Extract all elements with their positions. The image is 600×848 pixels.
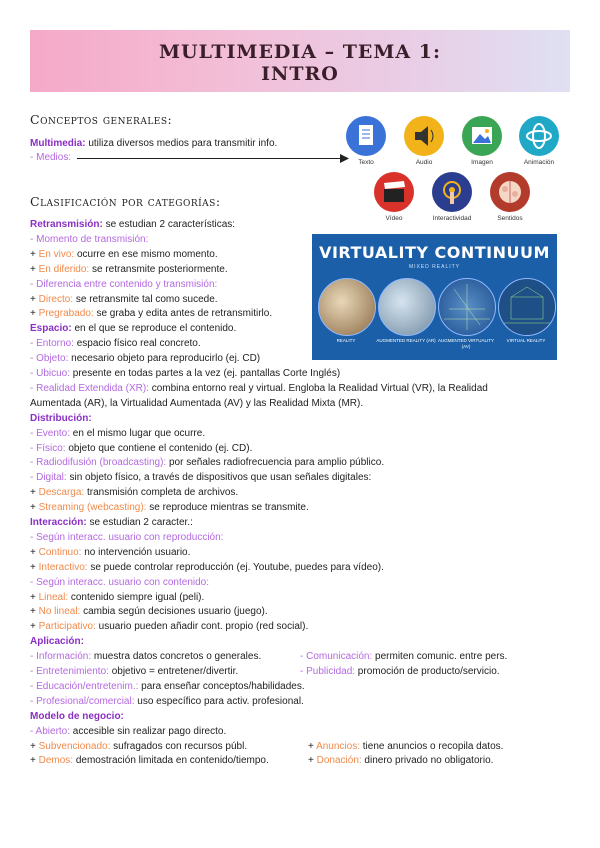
document-icon	[346, 116, 386, 156]
text-segment: - Realidad Extendida (XR):	[30, 382, 149, 394]
vr-label-reality: REALITY	[336, 338, 356, 343]
brain-icon	[490, 172, 530, 212]
text-segment: dinero privado no obligatorio.	[361, 755, 494, 767]
content-line	[30, 278, 217, 292]
content-line	[30, 352, 260, 366]
text-segment: +	[30, 546, 39, 558]
content-line	[300, 650, 507, 664]
content-line	[30, 248, 218, 262]
text-segment: permiten comunic. entre pers.	[372, 651, 508, 663]
vr-circle-reality	[318, 278, 376, 336]
content-line	[30, 486, 238, 500]
picture-icon	[462, 116, 502, 156]
text-segment: por señales radiofrecuencia para amplio público.	[166, 457, 385, 469]
text-segment: - Objeto:	[30, 353, 69, 365]
media-icon-label: Sentidos	[497, 215, 523, 222]
text-segment: accesible sin realizar pago directo.	[70, 725, 227, 737]
text-segment: Interacción:	[30, 517, 87, 528]
text-segment: promoción de producto/servicio.	[355, 666, 500, 677]
text-segment: se estudian 2 características:	[102, 219, 236, 230]
text-segment: necesario objeto para reproducirlo (ej. CD)	[68, 353, 261, 365]
vr-circle-vr	[498, 278, 556, 336]
text-segment: Distribución:	[30, 412, 92, 424]
text-segment: +	[308, 755, 317, 767]
virtuality-continuum-image	[312, 234, 557, 360]
text-segment: Anuncios:	[316, 740, 360, 752]
content-line	[30, 650, 261, 664]
text-segment: se puede controlar reproducción (ej. Youtube, puedes para vídeo).	[87, 561, 384, 573]
text-segment: - Digital:	[30, 472, 67, 484]
text-segment: +	[30, 487, 39, 499]
text-segment: objeto que contiene el contenido (ej. CD).	[65, 442, 253, 454]
text-segment: Descarga:	[38, 487, 85, 499]
content-line	[30, 218, 235, 232]
text-segment: cambia según decisiones usuario (juego).	[80, 606, 268, 618]
content-line	[30, 516, 193, 530]
content-line	[30, 293, 218, 307]
text-segment: Pregrabado:	[38, 308, 94, 320]
content-line	[30, 322, 236, 336]
text-segment: - Comunicación:	[300, 651, 373, 663]
text-segment: +	[30, 502, 39, 514]
section-heading-conceptos: Conceptos generales:	[30, 112, 173, 127]
medios-arrow	[77, 158, 343, 159]
text-segment: Donación:	[316, 755, 362, 767]
media-icon-label: Animación	[523, 159, 555, 166]
content-line	[30, 591, 204, 605]
medios-label: - Medios:	[30, 152, 72, 163]
content-line	[30, 665, 238, 679]
text-segment: Aplicación:	[30, 636, 84, 648]
text-segment: se estudian 2 caracter.:	[86, 517, 193, 528]
text-segment: - Evento:	[30, 427, 71, 439]
content-line	[30, 233, 148, 247]
content-line	[30, 576, 209, 590]
vr-circle-ar	[378, 278, 436, 336]
content-line	[30, 680, 305, 694]
text-segment: - Diferencia entre contenido y transmisión:	[30, 278, 218, 290]
text-segment: Interactivo:	[38, 561, 88, 573]
content-line	[30, 442, 252, 456]
content-line	[30, 620, 308, 634]
text-segment: Lineal:	[38, 591, 69, 603]
text-segment: se reproduce mientras se transmite.	[146, 502, 309, 514]
content-line	[30, 382, 488, 396]
text-segment: +	[30, 621, 39, 633]
content-line	[30, 367, 340, 381]
text-segment: se graba y edita antes de retransmitirlo.	[93, 308, 273, 320]
media-icon-label: Interactividad	[432, 215, 472, 222]
text-segment: transmisión completa de archivos.	[84, 487, 239, 499]
content-line	[30, 605, 268, 619]
text-segment: +	[30, 591, 39, 603]
vr-title: VIRTUALITY CONTINUUM	[319, 243, 550, 262]
text-segment: usuario pueden añadir cont. propio (red social).	[95, 621, 309, 633]
text-segment: - Radiodifusión (broadcasting):	[30, 457, 167, 469]
text-segment: +	[30, 248, 39, 260]
text-segment: +	[30, 308, 39, 320]
text-segment: En diferido:	[38, 263, 90, 275]
page-subtitle: INTRO	[261, 63, 339, 85]
text-segment: Demos:	[38, 755, 74, 767]
text-segment: no intervención usuario.	[81, 546, 191, 558]
text-segment: - Profesional/comercial:	[30, 695, 135, 707]
text-segment: - Físico:	[30, 442, 66, 454]
text-segment: +	[30, 293, 39, 305]
touch-icon	[432, 172, 472, 212]
text-segment: se retransmite tal como sucede.	[73, 293, 218, 305]
section-heading-clasificacion: Clasificación por categorías:	[30, 194, 221, 209]
content-line	[30, 546, 190, 560]
text-segment: - Según interacc. usuario con reproducción:	[30, 531, 224, 543]
multimedia-definition	[30, 137, 277, 151]
text-segment: presente en todas partes a la vez (ej. pantallas Corte Inglés)	[70, 368, 341, 379]
text-segment: se retransmite posteriormente.	[89, 263, 228, 275]
text-segment: en el mismo lugar que ocurre.	[70, 427, 206, 439]
content-line	[30, 501, 309, 515]
content-line	[30, 307, 272, 321]
text-segment: - Entretenimiento:	[30, 666, 109, 677]
content-line	[30, 263, 228, 277]
text-segment: Participativo:	[38, 621, 96, 633]
vr-label-vr: VIRTUAL REALITY	[506, 338, 546, 343]
media-icon-label: Texto	[358, 159, 374, 166]
text-segment: Subvencionado:	[38, 740, 111, 752]
text-segment: Modelo de negocio:	[30, 710, 124, 722]
text-segment: - Educación/entretenim.:	[30, 680, 139, 692]
multimedia-label: Multimedia:	[30, 138, 86, 149]
text-segment: +	[30, 606, 39, 618]
content-line	[30, 337, 201, 351]
text-segment: demostración limitada en contenido/tiempo.	[73, 755, 269, 767]
content-line	[30, 412, 92, 426]
text-segment: - Momento de transmisión:	[30, 233, 149, 245]
title-banner	[30, 30, 570, 92]
speaker-icon	[404, 116, 444, 156]
text-segment: Aumentada (AR), la Virtualidad Aumentada (AV) y las Realidad Mixta (MR).	[30, 397, 364, 409]
text-segment: +	[30, 755, 39, 767]
text-segment: +	[30, 263, 39, 275]
text-segment: +	[30, 740, 39, 752]
text-segment: - Entorno:	[30, 338, 74, 350]
text-segment: Continuo:	[38, 546, 82, 558]
text-segment: En vivo:	[38, 248, 75, 260]
animation-icon	[519, 116, 559, 156]
content-line	[30, 725, 226, 739]
text-segment: +	[308, 740, 317, 752]
content-line	[30, 397, 363, 411]
vr-label-av: AUGMENTED VIRTUALITY (AV)	[438, 338, 494, 349]
content-line	[30, 561, 384, 575]
clapperboard-icon	[374, 172, 414, 212]
content-line	[30, 754, 269, 768]
text-segment: - Abierto:	[30, 725, 71, 737]
vr-circle-av	[438, 278, 496, 336]
text-segment: - Información:	[30, 651, 92, 663]
text-segment: muestra datos concretos o generales.	[91, 651, 262, 663]
text-segment: sufragados con recursos públ.	[110, 740, 248, 752]
content-line	[30, 427, 205, 441]
text-segment: - Ubicuo:	[30, 368, 71, 379]
text-segment: - Publicidad:	[300, 666, 356, 677]
content-line	[30, 695, 304, 709]
content-line	[30, 531, 223, 545]
media-icon-label: Imagen	[471, 159, 493, 166]
content-line	[30, 471, 371, 485]
text-segment: - Según interacc. usuario con contenido:	[30, 576, 209, 588]
content-line	[30, 710, 124, 724]
page-title: MULTIMEDIA – TEMA 1:	[158, 41, 442, 63]
vr-label-ar: AUGMENTED REALITY (AR)	[376, 338, 436, 343]
text-segment: uso específico para activ. profesional.	[134, 695, 304, 707]
text-segment: Retransmisión:	[30, 219, 103, 230]
content-line	[30, 635, 84, 649]
text-segment: No lineal:	[38, 606, 81, 618]
text-segment: sin objeto físico, a través de dispositivos que usan señales digitales:	[66, 472, 372, 484]
content-line	[308, 754, 493, 768]
text-segment: en el que se reproduce el contenido.	[71, 323, 237, 335]
text-segment: combina entorno real y virtual. Engloba la Realidad Virtual (VR), la Realidad	[148, 382, 488, 394]
text-segment: espacio físico real concreto.	[73, 338, 201, 350]
text-segment: +	[30, 561, 39, 573]
text-segment: objetivo = entretener/divertir.	[108, 666, 239, 677]
text-segment: contenido siempre igual (peli).	[68, 591, 205, 603]
text-segment: para enseñar conceptos/habilidades.	[138, 680, 305, 692]
multimedia-text: utiliza diversos medios para transmitir info.	[85, 138, 278, 149]
media-icon-label: Vídeo	[385, 215, 403, 222]
content-line	[300, 665, 500, 679]
text-segment: Espacio:	[30, 323, 72, 335]
content-line	[30, 456, 384, 470]
text-segment: tiene anuncios o recopila datos.	[360, 740, 504, 752]
text-segment: Directo:	[38, 293, 74, 305]
media-icon-label: Audio	[415, 159, 433, 166]
content-line	[30, 740, 247, 754]
content-line	[308, 740, 503, 754]
text-segment: Streaming (webcasting):	[38, 502, 147, 514]
vr-subtitle: MIXED REALITY	[408, 264, 461, 270]
text-segment: ocurre en ese mismo momento.	[74, 248, 218, 260]
